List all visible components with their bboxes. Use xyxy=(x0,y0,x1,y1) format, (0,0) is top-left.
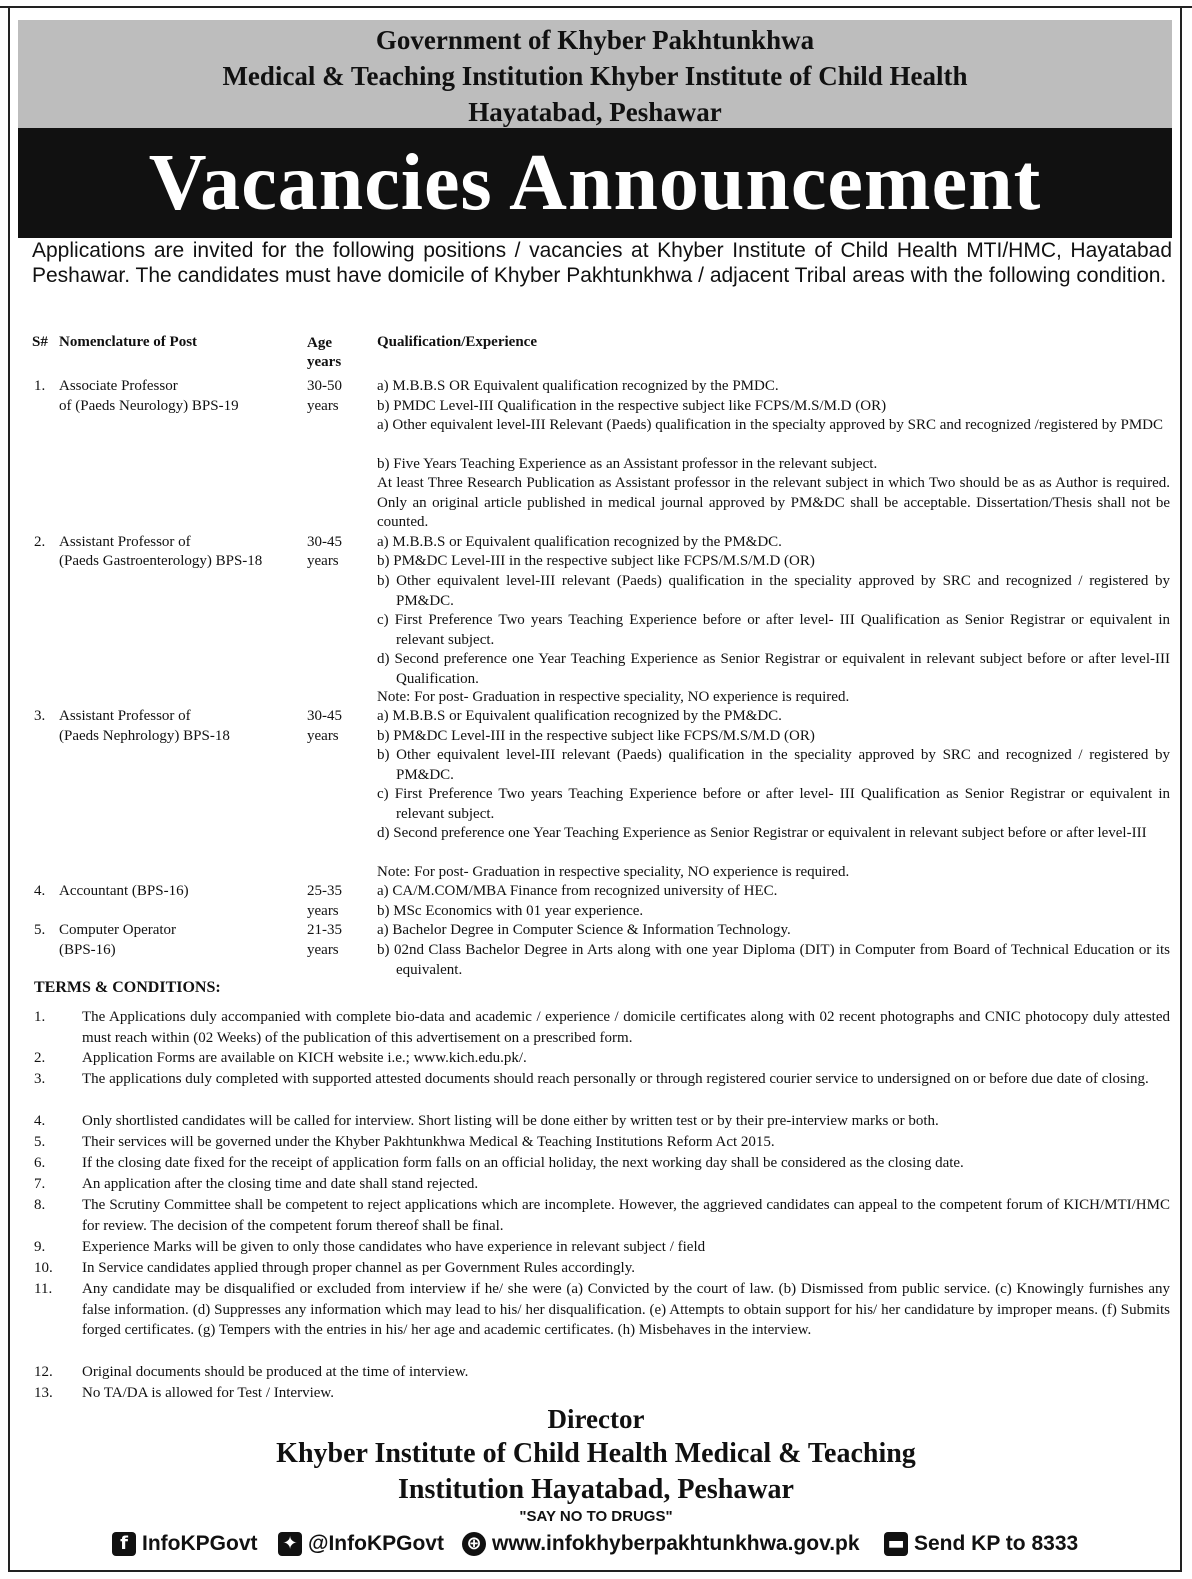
row-1-age-2: years xyxy=(307,398,339,414)
header-line-2: Medical & Teaching Institution Khyber Institute of Child Health xyxy=(222,61,968,91)
term-number: 10. xyxy=(34,1260,53,1276)
sms-text: Send KP to 8333 xyxy=(914,1532,1079,1555)
row-3-qual-e: d) Second preference one Year Teaching Experience as Senior Registrar or equivalent in relevant subject before or after level-III xyxy=(377,825,1147,841)
row-2-qual-e: d) Second preference one Year Teaching Experience as Senior Registrar or equivalent in relevant subject before or after level-III Qualification. xyxy=(377,651,1170,687)
term-text: The Scrutiny Committee shall be competent to reject applications which are incomplete. However, the aggrieved candidates can appeal to the competent forum of KICH/MTI/HMC for review. The decision of the competent forum thereof shall be final. xyxy=(82,1197,1170,1234)
row-2-post-2: (Paeds Gastroenterology) BPS-18 xyxy=(59,553,263,569)
term-text: Original documents should be produced at the time of interview. xyxy=(82,1364,469,1380)
row-5-post-2: (BPS-16) xyxy=(59,942,116,958)
term-text: Any candidate may be disqualified or excluded from interview if he/ she were (a) Convicted by the court of law. (b) Dismissed from public service. (c) Knowingly furnishes any false information. (d) Suppresses any information which may lead to his/ her disqualification. (e) Attempts to obtain support for his/ her candidature by improper means. (f) Submits forged certificates. (g) Tempers with the entries in his/ her age and academic certificates. (h) Misbehaves in the interview. xyxy=(82,1281,1170,1339)
globe-icon: ⊕ xyxy=(462,1532,486,1556)
row-2-qual-c: b) Other equivalent level-III relevant (Paeds) qualification in the speciality approved by SRC and recognized / registered by PM&DC. xyxy=(377,573,1170,609)
row-3-age-2: years xyxy=(307,728,339,744)
row-2-age-2: years xyxy=(307,553,339,569)
row-5-sno: 5. xyxy=(34,922,46,938)
twitter-icon: ✦ xyxy=(278,1532,302,1556)
term-number: 11. xyxy=(34,1281,53,1297)
row-1-qual-e: At least Three Research Publication as Assistant professor in the relevant subject in which Two should be as as Author is required. Only an original article published in medical journal approved by PM&DC shall be acceptable. Dissertation/Thesis shall not be counted. xyxy=(377,475,1170,530)
footer-twitter[interactable] xyxy=(278,1532,444,1556)
term-text: The applications duly completed with supported attested documents should reach personally or through registered courier service to undersigned on or before due date of closing. xyxy=(82,1071,1149,1087)
row-3-sno: 3. xyxy=(34,708,46,724)
row-4-post: Accountant (BPS-16) xyxy=(59,883,189,899)
header xyxy=(18,20,1172,128)
term-text: Their services will be governed under the Khyber Pakhtunkhwa Medical & Teaching Institutions Reform Act 2015. xyxy=(82,1134,775,1150)
footer-sms[interactable] xyxy=(884,1532,1078,1556)
twitter-handle: @InfoKPGovt xyxy=(308,1532,444,1555)
row-3-qual-c: b) Other equivalent level-III relevant (Paeds) qualification in the speciality approved by SRC and recognized / registered by PM&DC. xyxy=(377,747,1170,783)
row-5-age: 21-35 xyxy=(307,922,342,938)
term-number: 4. xyxy=(34,1113,46,1129)
row-2-age: 30-45 xyxy=(307,534,342,550)
sms-icon: ▬ xyxy=(884,1532,908,1556)
term-text: No TA/DA is allowed for Test / Interview. xyxy=(82,1385,335,1401)
row-4-age-2: years xyxy=(307,903,339,919)
term-number: 7. xyxy=(34,1176,46,1192)
term-text: If the closing date fixed for the receipt of application form falls on an official holiday, the next working day shall be considered as the closing date. xyxy=(82,1155,964,1171)
row-3-qual-a: a) M.B.B.S or Equivalent qualification recognized by the PM&DC. xyxy=(377,708,782,724)
col-age-header-2: years xyxy=(307,354,342,370)
signature-title: Director xyxy=(547,1404,645,1434)
row-4-age: 25-35 xyxy=(307,883,342,899)
row-3-post: Assistant Professor of xyxy=(59,708,191,724)
row-3-age: 30-45 xyxy=(307,708,342,724)
col-age-header: Age xyxy=(307,335,332,351)
term-number: 3. xyxy=(34,1071,46,1087)
terms-title: TERMS & CONDITIONS: xyxy=(34,979,221,996)
col-sno-header: S# xyxy=(32,334,48,350)
row-2-post: Assistant Professor of xyxy=(59,534,191,550)
row-4-qual-a: a) CA/M.COM/MBA Finance from recognized university of HEC. xyxy=(377,883,778,899)
row-1-qual-d: b) Five Years Teaching Experience as an Assistant professor in the relevant subject. xyxy=(377,456,878,472)
intro-paragraph: Applications are invited for the following positions / vacancies at Khyber Institute of Child Health MTI/HMC, Hayatabad Peshawar. The candidates must have domicile of Khyber Pakhtunkhwa / adjacent Tribal areas with the following condition. xyxy=(32,239,1172,287)
header-line-1: Government of Khyber Pakhtunkhwa xyxy=(375,25,815,55)
row-2-sno: 2. xyxy=(34,534,46,550)
term-text: Experience Marks will be given to only those candidates who have experience in relevant subject / field xyxy=(82,1239,706,1255)
row-1-sno: 1. xyxy=(34,378,46,394)
term-text: The Applications duly accompanied with complete bio-data and academic / experience / domicile certificates along with 02 recent photographs and CNIC photocopy duly attested must reach within (02 Weeks) of the publication of this advertisement on a prescribed form. xyxy=(82,1009,1170,1046)
row-5-post: Computer Operator xyxy=(59,922,177,938)
row-1-qual-b: b) PMDC Level-III Qualification in the respective subject like FCPS/M.S/M.D (OR) xyxy=(377,398,887,414)
footer-facebook[interactable] xyxy=(112,1532,258,1556)
col-post-header: Nomenclature of Post xyxy=(59,334,198,350)
row-1-age: 30-50 xyxy=(307,378,342,394)
row-2-qual-d: c) First Preference Two years Teaching Experience before or after level- III Qualification as Senior Registrar or equivalent in relevant subject. xyxy=(377,612,1170,648)
col-qual-header: Qualification/Experience xyxy=(377,334,537,350)
term-number: 6. xyxy=(34,1155,46,1171)
row-1-qual-a: a) M.B.B.S OR Equivalent qualification recognized by the PMDC. xyxy=(377,378,779,394)
term-number: 8. xyxy=(34,1197,46,1213)
facebook-handle: InfoKPGovt xyxy=(142,1532,258,1555)
row-1-post: Associate Professor xyxy=(59,378,178,394)
term-text: Only shortlisted candidates will be called for interview. Short listing will be done either by written test or by their pre-interview marks or both. xyxy=(82,1113,939,1129)
signature-line-1: Khyber Institute of Child Health Medical & Teaching xyxy=(276,1438,916,1469)
row-2-note: Note: For post- Graduation in respective speciality, NO experience is required. xyxy=(377,689,850,705)
row-3-post-2: (Paeds Nephrology) BPS-18 xyxy=(59,728,230,744)
signature-line-2: Institution Hayatabad, Peshawar xyxy=(398,1474,794,1505)
row-5-qual-a: a) Bachelor Degree in Computer Science & Information Technology. xyxy=(377,922,791,938)
term-number: 2. xyxy=(34,1050,46,1066)
term-text: Application Forms are available on KICH website i.e.; www.kich.edu.pk/. xyxy=(82,1050,527,1066)
term-number: 5. xyxy=(34,1134,46,1150)
footer xyxy=(0,1526,1192,1566)
website-url: www.infokhyberpakhtunkhwa.gov.pk xyxy=(492,1532,860,1555)
row-3-note: Note: For post- Graduation in respective speciality, NO experience is required. xyxy=(377,864,850,880)
term-text: An application after the closing time and date shall stand rejected. xyxy=(82,1176,479,1192)
title-banner xyxy=(18,128,1172,238)
term-number: 13. xyxy=(34,1385,53,1401)
row-3-qual-d: c) First Preference Two years Teaching Experience before or after level- III Qualification as Senior Registrar or equivalent in relevant subject. xyxy=(377,786,1170,822)
row-3-qual-b: b) PM&DC Level-III in the respective subject like FCPS/M.S/M.D (OR) xyxy=(377,728,815,744)
row-1-qual-c: a) Other equivalent level-III Relevant (Paeds) qualification in the specialty approved by SRC and recognized /registered by PMDC xyxy=(377,417,1164,433)
row-4-sno: 4. xyxy=(34,883,46,899)
term-number: 1. xyxy=(34,1009,46,1025)
row-1-post-2: of (Paeds Neurology) BPS-19 xyxy=(59,398,239,414)
term-number: 9. xyxy=(34,1239,46,1255)
slogan: "SAY NO TO DRUGS" xyxy=(519,1508,673,1525)
term-text: In Service candidates applied through proper channel as per Government Rules accordingly. xyxy=(82,1260,636,1276)
row-5-age-2: years xyxy=(307,942,339,958)
facebook-icon: f xyxy=(112,1532,136,1556)
page-title: Vacancies Announcement xyxy=(148,139,1042,227)
footer-website[interactable] xyxy=(462,1532,860,1556)
row-2-qual-b: b) PM&DC Level-III in the respective subject like FCPS/M.S/M.D (OR) xyxy=(377,553,815,569)
header-line-3: Hayatabad, Peshawar xyxy=(468,97,722,127)
row-5-qual-b: b) 02nd Class Bachelor Degree in Arts along with one year Diploma (DIT) in Computer from Board of Technical Education or its equivalent. xyxy=(377,942,1170,978)
row-4-qual-b: b) MSc Economics with 01 year experience. xyxy=(377,903,644,919)
term-number: 12. xyxy=(34,1364,53,1380)
row-2-qual-a: a) M.B.B.S or Equivalent qualification recognized by the PM&DC. xyxy=(377,534,782,550)
